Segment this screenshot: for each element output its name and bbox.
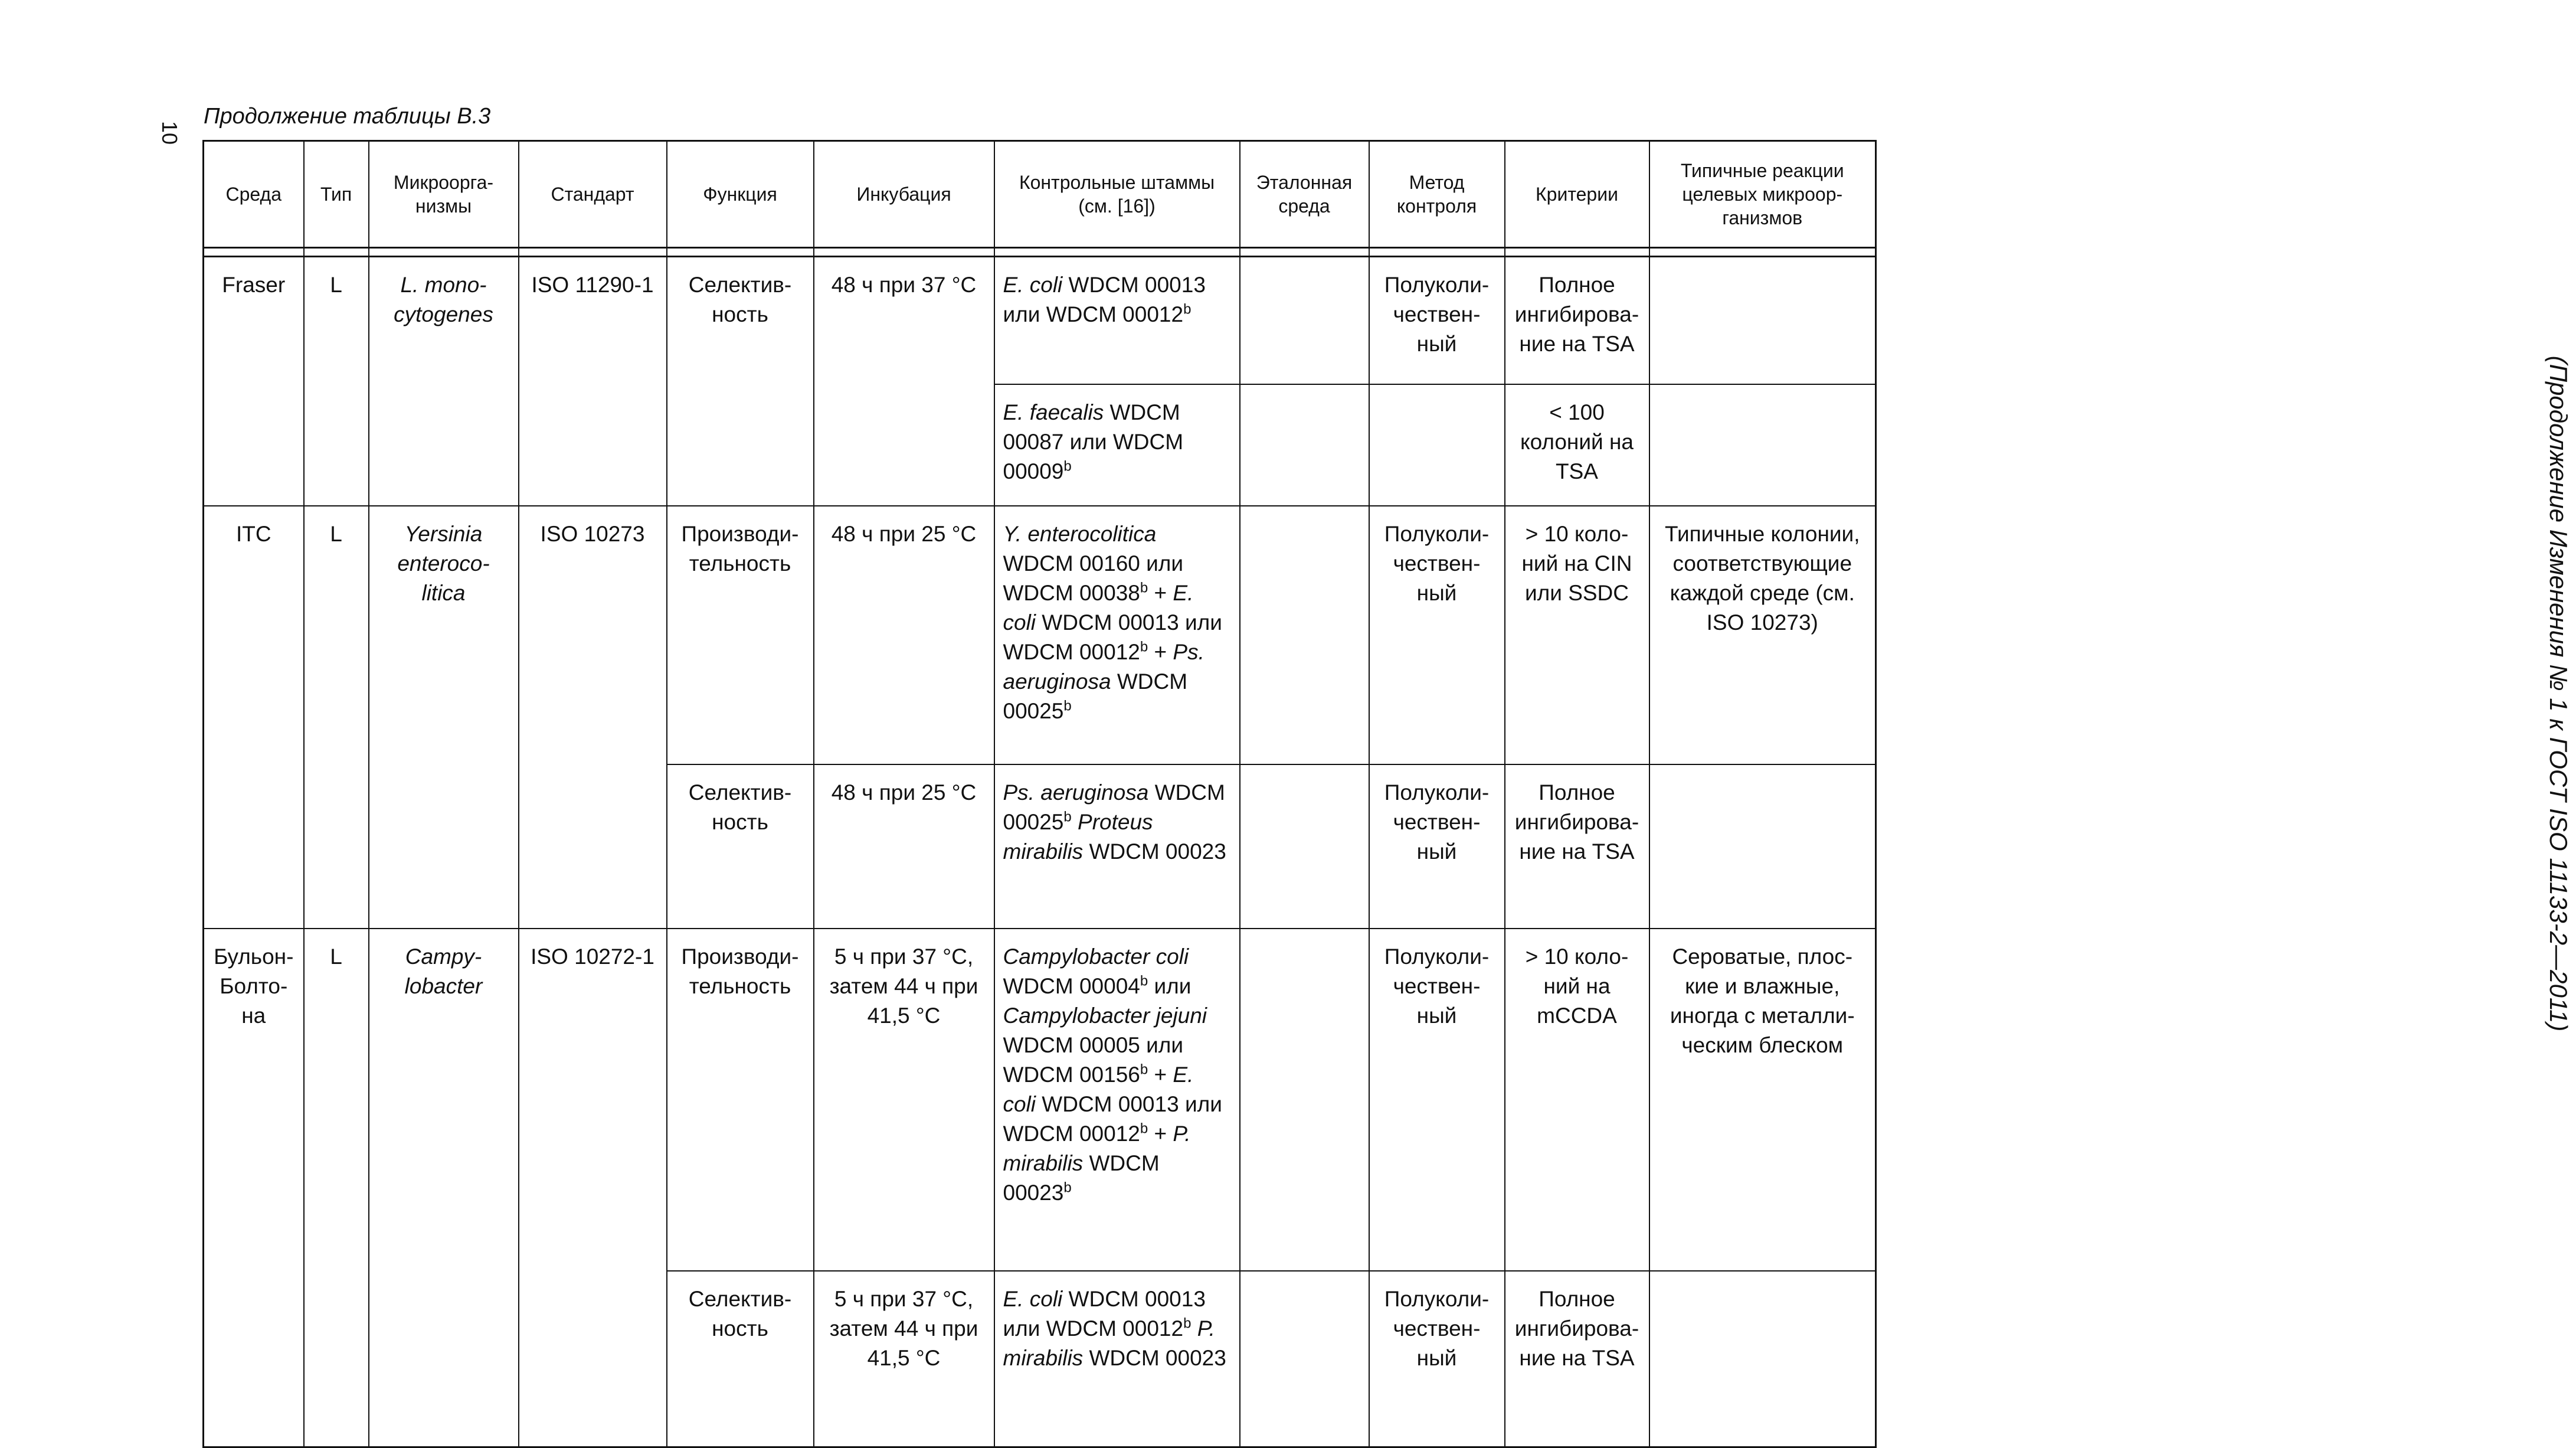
cell-incubation: 48 ч при 25 °С <box>814 506 994 764</box>
species-name: Y. enterocolitica <box>1003 522 1157 546</box>
cell-reference <box>1240 929 1369 1271</box>
strain-text: + <box>1148 581 1173 605</box>
footnote-mark: b <box>1140 1061 1148 1078</box>
header-cell: Критерии <box>1505 141 1649 248</box>
cell-medium: ITC <box>204 506 304 929</box>
cell-reactions <box>1649 764 1876 929</box>
strain-text: WDCM 00013 или WDCM 00012 <box>1003 610 1222 664</box>
strain-text: WDCM 00005 или WDCM 00156 <box>1003 1033 1184 1087</box>
header-cell: Микроорга-низмы <box>369 141 519 248</box>
header-cell: Функция <box>667 141 814 248</box>
cell-function: Производи-тельность <box>667 506 814 764</box>
strain-text: WDCM 00023 <box>1083 839 1226 864</box>
cell-organism: Campy-lobacter <box>369 929 519 1447</box>
cell-strains <box>994 764 1240 929</box>
cell-method: Полуколи-чествен-ный <box>1369 1271 1505 1447</box>
cell-strains <box>994 929 1240 1271</box>
cell-function: Селектив-ность <box>667 1271 814 1447</box>
header-separator <box>204 248 1876 257</box>
header-row <box>204 141 1876 248</box>
header-cell: Среда <box>204 141 304 248</box>
cell-incubation: 48 ч при 37 °С <box>814 257 994 506</box>
header-cell: Стандарт <box>519 141 667 248</box>
footnote-mark: b <box>1140 639 1148 655</box>
strain-text: WDCM 00023 <box>1003 1151 1160 1205</box>
species-name: E. coli <box>1003 273 1063 297</box>
species-name: P. mirabilis <box>1003 1316 1215 1370</box>
cell-reactions: Типичные колонии, соответствующие каждой среде (см. ISO 10273) <box>1649 506 1876 764</box>
cell-medium: Fraser <box>204 257 304 506</box>
media-table <box>202 140 1877 1448</box>
cell-standard: ISO 10273 <box>519 506 667 929</box>
header-cell: Тип <box>304 141 369 248</box>
cell-method <box>1369 384 1505 506</box>
header-cell: Метод контроля <box>1369 141 1505 248</box>
strain-text: WDCM 00087 или WDCM 00009 <box>1003 400 1184 483</box>
strain-text: WDCM 00160 или WDCM 00038 <box>1003 551 1184 605</box>
species-name: E. coli <box>1003 1287 1063 1311</box>
cell-criteria: > 10 коло-ний на mCCDA <box>1505 929 1649 1271</box>
cell-function: Селектив-ность <box>667 257 814 506</box>
strain-text: + <box>1148 640 1173 664</box>
strain-text: WDCM 00013 или WDCM 00012 <box>1003 1287 1206 1341</box>
cell-type: L <box>304 257 369 506</box>
strain-text: WDCM 00013 или WDCM 00012 <box>1003 1092 1222 1146</box>
cell-strains <box>994 506 1240 764</box>
cell-type: L <box>304 929 369 1447</box>
cell-reference <box>1240 764 1369 929</box>
species-name: Proteus mirabilis <box>1003 810 1153 864</box>
header-cell: Эталонная среда <box>1240 141 1369 248</box>
cell-reactions <box>1649 257 1876 385</box>
cell-method: Полуколи-чествен-ный <box>1369 929 1505 1271</box>
species-name: P. mirabilis <box>1003 1122 1191 1175</box>
cell-criteria: Полное ингибирова-ние на TSA <box>1505 257 1649 385</box>
cell-reactions <box>1649 1271 1876 1447</box>
cell-medium: Бульон-Болто-на <box>204 929 304 1447</box>
header-cell: Контрольные штаммы (см. [16]) <box>994 141 1240 248</box>
cell-method: Полуколи-чествен-ный <box>1369 506 1505 764</box>
side-running-title: (Продолжение Изменения № 1 к ГОСТ ISO 11133-2—2011) <box>2545 355 2572 1032</box>
strain-text <box>1072 810 1078 834</box>
cell-strains <box>994 1271 1240 1447</box>
cell-reference <box>1240 257 1369 385</box>
cell-incubation: 5 ч при 37 °С, затем 44 ч при 41,5 °С <box>814 1271 994 1447</box>
cell-method: Полуколи-чествен-ный <box>1369 257 1505 385</box>
footnote-mark: b <box>1183 1315 1192 1332</box>
strain-text: WDCM 00004 <box>1003 974 1140 998</box>
strain-text: WDCM 00025 <box>1003 669 1188 723</box>
strain-text: WDCM 00025 <box>1003 780 1225 834</box>
species-name: E. faecalis <box>1003 400 1104 424</box>
cell-strains <box>994 257 1240 385</box>
cell-reference <box>1240 384 1369 506</box>
page-number: 10 <box>158 120 182 145</box>
strain-text: WDCM 00013 или WDCM 00012 <box>1003 273 1206 326</box>
header-cell: Типичные реакции целевых микроор-ганизмов <box>1649 141 1876 248</box>
strain-text: WDCM 00023 <box>1083 1346 1226 1370</box>
cell-reference <box>1240 1271 1369 1447</box>
footnote-mark: b <box>1183 301 1192 318</box>
cell-standard: ISO 10272-1 <box>519 929 667 1447</box>
footnote-mark: b <box>1063 698 1072 714</box>
strain-text: + <box>1148 1063 1173 1087</box>
header-cell: Инкубация <box>814 141 994 248</box>
species-name: Ps. aeruginosa <box>1003 640 1204 694</box>
species-name: Campylobacter coli <box>1003 944 1189 969</box>
cell-strains <box>994 384 1240 506</box>
species-name: E. coli <box>1003 1063 1194 1116</box>
footnote-mark: b <box>1140 580 1148 596</box>
footnote-mark: b <box>1063 458 1072 475</box>
cell-criteria: Полное ингибирова-ние на TSA <box>1505 764 1649 929</box>
species-name: E. coli <box>1003 581 1194 635</box>
cell-type: L <box>304 506 369 929</box>
table-row <box>204 257 1876 385</box>
cell-incubation: 5 ч при 37 °С, затем 44 ч при 41,5 °С <box>814 929 994 1271</box>
cell-organism: Yersinia enteroco-litica <box>369 506 519 929</box>
cell-incubation: 48 ч при 25 °С <box>814 764 994 929</box>
cell-reactions <box>1649 384 1876 506</box>
species-name: Campylobacter jejuni <box>1003 1004 1207 1028</box>
species-name: Ps. aeruginosa <box>1003 780 1149 805</box>
table-row <box>204 506 1876 764</box>
cell-function: Производи-тельность <box>667 929 814 1271</box>
footnote-mark: b <box>1063 809 1072 825</box>
strain-text: или <box>1148 974 1192 998</box>
strain-text <box>1191 1316 1197 1341</box>
footnote-mark: b <box>1063 1179 1072 1196</box>
table-caption: Продолжение таблицы В.3 <box>204 104 491 129</box>
cell-reactions: Сероватые, плос-кие и влажные, иногда с металли-ческим блеском <box>1649 929 1876 1271</box>
cell-reference <box>1240 506 1369 764</box>
cell-criteria: > 10 коло-ний на CIN или SSDC <box>1505 506 1649 764</box>
cell-organism: L. mono-cytogenes <box>369 257 519 506</box>
cell-standard: ISO 11290-1 <box>519 257 667 506</box>
table-row <box>204 929 1876 1271</box>
strain-text: + <box>1148 1122 1173 1146</box>
cell-function: Селектив-ность <box>667 764 814 929</box>
cell-criteria: < 100 колоний на TSA <box>1505 384 1649 506</box>
cell-method: Полуколи-чествен-ный <box>1369 764 1505 929</box>
cell-criteria: Полное ингибирова-ние на TSA <box>1505 1271 1649 1447</box>
footnote-mark: b <box>1140 1120 1148 1137</box>
footnote-mark: b <box>1140 973 1148 989</box>
